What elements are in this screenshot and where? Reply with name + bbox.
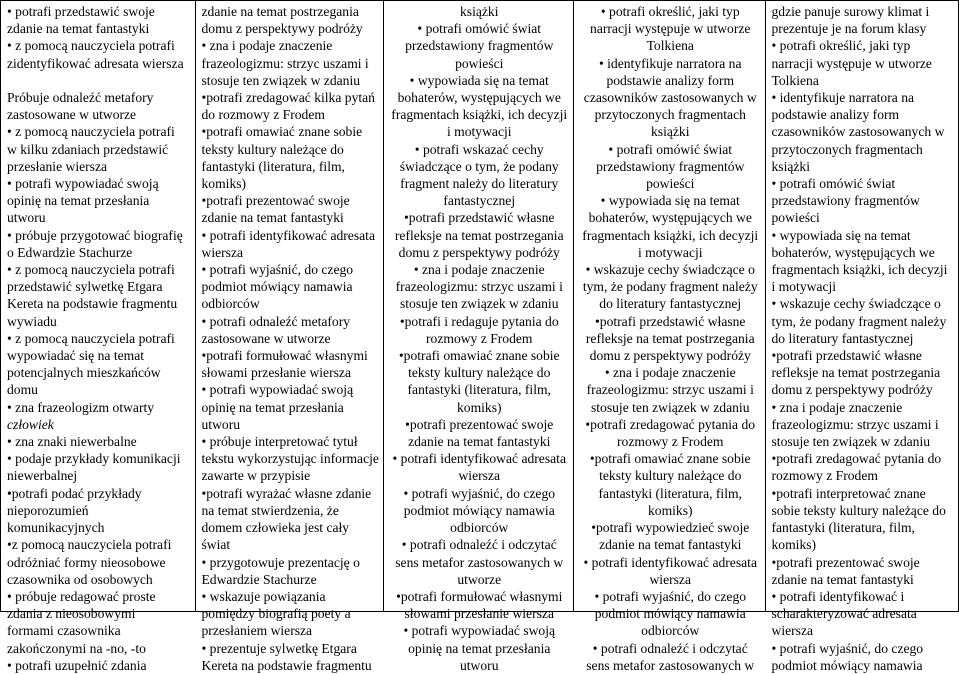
cell-text-line: zdanie na temat fantastyki bbox=[408, 434, 551, 450]
cell-text-line: domu z perspektywy podróży bbox=[589, 348, 751, 364]
cell-text-line: • potrafi wypowiadać swoją bbox=[7, 176, 159, 192]
cell-text-line: świat bbox=[201, 537, 231, 553]
cell-text-line: zdanie na temat fantastyki bbox=[771, 571, 914, 587]
cell-text-line: przedstawiony fragmentów bbox=[405, 38, 554, 54]
cell-text-line: bohaterów, występujących we bbox=[588, 210, 752, 226]
cell-text-line: rozmowy z Frodem bbox=[426, 330, 533, 346]
cell-text-line: • potrafi wyjaśnić, do czego bbox=[201, 262, 354, 278]
cell-text-line: •potrafi omawiać znane sobie bbox=[398, 348, 560, 364]
cell-text-line: •potrafi przedstawić własne bbox=[595, 313, 746, 329]
cell-text-line: do literatury fantastycznej bbox=[771, 330, 914, 346]
cell-text-line: • z pomocą nauczyciela potrafi bbox=[7, 38, 175, 54]
cell-text-line: podmiot mówiący namawia bbox=[403, 502, 555, 518]
cell-text-line: • potrafi identyfikować adresata bbox=[392, 451, 566, 467]
cell-text-line: tym, że podany fragment należy bbox=[771, 313, 947, 329]
cell-text-line: • potrafi wyjaśnić, do czego bbox=[771, 640, 924, 656]
cell-text-line: • potrafi wypowiadać swoją bbox=[403, 623, 556, 639]
cell-text-line: • potrafi wyjaśnić, do czego bbox=[403, 485, 556, 501]
cell-text-line: teksty kultury należące do bbox=[599, 468, 742, 484]
cell-text-line: fantastycznej bbox=[443, 193, 516, 209]
cell-text-line: utworu bbox=[201, 416, 241, 432]
cell-text-line: bohaterów, występujących we bbox=[771, 244, 935, 260]
cell-text-line: • potrafi wypowiadać swoją bbox=[201, 382, 354, 398]
cell-text-line: zastosowane w utworze bbox=[201, 330, 331, 346]
cell-text-line: gdzie panuje surowy klimat i bbox=[771, 4, 930, 19]
cell-text-line: nieporozumień bbox=[7, 502, 89, 518]
cell-text-line: •potrafi omawiać znane sobie bbox=[589, 451, 751, 467]
cell-text-line: • próbuje przygotować biografię bbox=[7, 227, 183, 243]
cell-text-line: • potrafi wskazać cechy bbox=[414, 141, 544, 157]
cell-text-line: • zna i podaje znaczenie bbox=[604, 365, 736, 381]
cell-text-line: • potrafi określić, jaki typ bbox=[600, 4, 740, 19]
cell-text-line: człowiek bbox=[7, 416, 54, 432]
cell-text-line: zdania z nieosobowymi bbox=[7, 606, 136, 622]
cell-text-line: tekstu wykorzystując informacje bbox=[201, 451, 379, 467]
cell-text-line: książki bbox=[459, 4, 499, 19]
cell-text-line: komunikacyjnych bbox=[7, 520, 105, 536]
cell-text-line: fantastyki (literatura, film, bbox=[407, 382, 551, 398]
cell-text-line: • prezentuje sylwetkę Etgara bbox=[201, 640, 357, 656]
cell-text-line: • wypowiada się na temat bbox=[409, 72, 549, 88]
cell-text-line: i motywacji bbox=[771, 279, 837, 295]
cell-text-line: • potrafi odnaleźć i odczytać bbox=[401, 537, 557, 553]
cell-text-line: podmiot mówiący namawia bbox=[201, 279, 353, 295]
cell-text-line: do rozmowy z Frodem bbox=[201, 107, 325, 123]
cell-text-line: przedstawić sylwetkę Etgara bbox=[7, 279, 163, 295]
cell-text-line: domu bbox=[7, 382, 38, 398]
cell-text-line: fantastyki (literatura, film, bbox=[771, 520, 915, 536]
cell-text-line: narracji występuje w utworze bbox=[771, 55, 932, 71]
cell-text-line: • wskazuje cechy świadczące o bbox=[585, 262, 755, 278]
cell-text-line: •potrafi przedstawić własne bbox=[404, 210, 555, 226]
cell-text-line: podmiot mówiący namawia bbox=[771, 657, 923, 673]
cell-text-line: •potrafi zredagować pytania do bbox=[585, 416, 756, 432]
cell-text-line: czasowników zastosowanych w bbox=[771, 124, 945, 140]
cell-text-line: wiersza bbox=[649, 571, 691, 587]
cell-text-line: • zna i podaje znaczenie bbox=[201, 38, 333, 54]
cell-text-line: Próbuje odnaleźć metafory bbox=[7, 90, 154, 106]
cell-text-line: • zna frazeologizm otwarty bbox=[7, 399, 155, 415]
cell-text-line: odbiorców bbox=[641, 623, 700, 639]
cell-text-line: bohaterów, występujących we bbox=[397, 90, 561, 106]
cell-text-line: sobie teksty kultury należące do bbox=[771, 502, 946, 518]
cell-text-line: na temat stwierdzenia, że bbox=[201, 502, 339, 518]
cell-text-line: • z pomocą nauczyciela potrafi bbox=[7, 262, 175, 278]
cell-text-line: • zna i podaje znaczenie bbox=[771, 399, 903, 415]
cell-text-line: • wskazuje cechy świadczące o bbox=[771, 296, 941, 312]
cell-text-line: tym, że podany fragment należy bbox=[582, 279, 758, 295]
cell-text-line: domu z perspektywy podróży bbox=[398, 244, 560, 260]
table-column-4 bbox=[573, 1, 765, 673]
cell-text-line: • potrafi omówić świat bbox=[608, 141, 733, 157]
cell-text-line: utworu bbox=[459, 657, 499, 673]
cell-text-line: • potrafi uzupełnić zdania bbox=[7, 657, 147, 673]
cell-text-line: słowami przesłanie wiersza bbox=[404, 606, 554, 622]
cell-text-line: niewerbalnej bbox=[7, 468, 78, 484]
cell-text-line: •potrafi wyrażać własne zdanie bbox=[201, 485, 372, 501]
cell-text-line: frazeologizmu: strzyc uszami i bbox=[201, 55, 369, 71]
cell-text-line: przedstawiony fragmentów bbox=[771, 193, 920, 209]
cell-text-line: • potrafi przedstawić swoje bbox=[7, 4, 155, 19]
cell-text-line: •potrafi interpretować znane bbox=[771, 485, 926, 501]
table-column-2 bbox=[195, 1, 383, 673]
cell-text-line: utworu bbox=[7, 210, 46, 226]
cell-text-line: komiks) bbox=[771, 537, 817, 553]
cell-text-line: fragmentach książki, ich decyzji bbox=[582, 227, 759, 243]
cell-text-line: domem człowieka jest cały bbox=[201, 520, 350, 536]
cell-text-line: książki bbox=[650, 124, 690, 140]
cell-text-line: opinię na temat przesłania bbox=[7, 193, 150, 209]
cell-text-line: wypowiadać się na temat bbox=[7, 348, 145, 364]
cell-text-line: fantastyki (literatura, film, bbox=[598, 485, 742, 501]
cell-text-line: podstawie analizy form bbox=[606, 72, 735, 88]
cell-text-line: wiersza bbox=[771, 623, 814, 639]
cell-text-line: • potrafi odnaleźć metafory bbox=[201, 313, 351, 329]
cell-text-line: sens metafor zastosowanych w bbox=[586, 657, 755, 673]
cell-text-line: zdanie na temat postrzegania bbox=[201, 4, 359, 19]
cell-text-line: czasownika od osobowych bbox=[7, 571, 153, 587]
cell-text-line: narracji występuje w utworze bbox=[590, 21, 751, 37]
cell-text-line: •potrafi prezentować swoje bbox=[771, 554, 920, 570]
cell-text-line: teksty kultury należące do bbox=[201, 141, 344, 157]
cell-text-line: powieści bbox=[771, 210, 820, 226]
cell-text-line: • zna i podaje znaczenie bbox=[413, 262, 545, 278]
cell-text-line: Kereta na podstawie fragmentu bbox=[7, 296, 178, 312]
cell-text-line: Edwardzie Stachurze bbox=[201, 571, 317, 587]
cell-text-line: zastosowane w utworze bbox=[7, 107, 137, 123]
cell-text-line: stosuje ten związek w zdaniu bbox=[201, 72, 361, 88]
cell-text-line: • z pomocą nauczyciela potrafi bbox=[7, 124, 175, 140]
table-column-3 bbox=[383, 1, 574, 673]
cell-text-line: •potrafi omawiać znane sobie bbox=[201, 124, 363, 140]
cell-text-line: • potrafi omówić świat bbox=[417, 21, 542, 37]
cell-text-line: refleksje na temat postrzegania bbox=[585, 330, 755, 346]
cell-text-line: przedstawiony fragmentów bbox=[596, 158, 745, 174]
cell-text-line: • przygotowuje prezentację o bbox=[201, 554, 360, 570]
cell-text-line: • wskazuje powiązania bbox=[201, 588, 326, 604]
cell-text-line: wywiadu bbox=[7, 313, 57, 329]
cell-text-line: •potrafi formułować własnymi bbox=[201, 348, 368, 364]
cell-text-line: zidentyfikować adresata wiersza bbox=[7, 55, 184, 71]
cell-text-line: komiks) bbox=[456, 399, 502, 415]
cell-text-line: •potrafi prezentować swoje bbox=[405, 416, 554, 432]
cell-text-line: utworze bbox=[457, 571, 502, 587]
cell-text-line: odbiorców bbox=[201, 296, 260, 312]
cell-text-line: rozmowy z Frodem bbox=[771, 468, 878, 484]
table-column-1 bbox=[1, 1, 195, 673]
cell-text-line: fragmentach książki, ich decyzji bbox=[391, 107, 568, 123]
cell-text-line: powieści bbox=[646, 176, 695, 192]
cell-text-line: • wypowiada się na temat bbox=[600, 193, 740, 209]
cell-text-line: Tolkiena bbox=[771, 72, 819, 88]
cell-text-line: wiersza bbox=[201, 244, 244, 260]
cell-text-line: •potrafi przedstawić własne bbox=[771, 348, 922, 364]
cell-text-line: w kilku zdaniach przedstawić bbox=[7, 141, 169, 157]
cell-text-line: • próbuje interpretować tytuł bbox=[201, 434, 358, 450]
cell-text-line: fragment należy do literatury bbox=[400, 176, 559, 192]
cell-text-line: powieści bbox=[455, 55, 504, 71]
cell-text-line: •z pomocą nauczyciela potrafi bbox=[7, 537, 172, 553]
cell-text-line: refleksje na temat postrzegania bbox=[394, 227, 564, 243]
cell-text-line: przytoczonych fragmentach bbox=[594, 107, 746, 123]
cell-text-line: zdanie na temat fantastyki bbox=[7, 21, 150, 37]
cell-text-line: zdanie na temat fantastyki bbox=[201, 210, 344, 226]
cell-text-line: • zna znaki niewerbalne bbox=[7, 434, 137, 450]
cell-text-line: opinię na temat przesłania bbox=[201, 399, 344, 415]
cell-text-line: odróżniać formy nieosobowe bbox=[7, 554, 166, 570]
cell-text-line: frazeologizmu: strzyc uszami i bbox=[771, 416, 939, 432]
cell-text-line: podstawie analizy form bbox=[771, 107, 900, 123]
cell-text-line: książki bbox=[771, 158, 811, 174]
cell-text-line: przesłanie wiersza bbox=[7, 158, 108, 174]
cell-text-line: potencjalnych mieszkańców bbox=[7, 365, 161, 381]
cell-text-line: frazeologizmu: strzyc uszami i bbox=[586, 382, 754, 398]
cell-text-line: scharakteryzować adresata bbox=[771, 606, 917, 622]
cell-text-line: opinię na temat przesłania bbox=[408, 640, 551, 656]
table-column-5 bbox=[765, 1, 959, 673]
cell-text-line: słowami przesłanie wiersza bbox=[201, 365, 351, 381]
cell-text-line: rozmowy z Frodem bbox=[617, 434, 724, 450]
cell-text-line: •potrafi zredagować pytania do bbox=[771, 451, 942, 467]
cell-text-line: •potrafi zredagować kilka pytań bbox=[201, 90, 375, 106]
cell-text-line: stosuje ten związek w zdaniu bbox=[590, 399, 750, 415]
cell-text-line: Kereta na podstawie fragmentu bbox=[201, 657, 372, 673]
cell-text-line: • identyfikuje narratora na bbox=[598, 55, 742, 71]
cell-text-line: domu z perspektywy podróży bbox=[201, 21, 363, 37]
cell-text-line bbox=[7, 72, 191, 89]
cell-text-line: fragmentach książki, ich decyzji bbox=[771, 262, 948, 278]
cell-text-line: • potrafi odnaleźć i odczytać bbox=[592, 640, 748, 656]
cell-text-line: zakończonymi na -no, -to bbox=[7, 640, 146, 656]
cell-text-line: •potrafi wypowiedzieć swoje bbox=[591, 520, 750, 536]
cell-text-line: czasowników zastosowanych w bbox=[583, 90, 757, 106]
cell-text-line: formami czasownika bbox=[7, 623, 121, 639]
cell-text-line: do literatury fantastycznej bbox=[599, 296, 742, 312]
cell-text-line: refleksje na temat postrzegania bbox=[771, 365, 941, 381]
cell-text-line: stosuje ten związek w zdaniu bbox=[771, 434, 931, 450]
cell-text-line: podmiot mówiący namawia bbox=[594, 606, 746, 622]
cell-text-line: fantastyki (literatura, film, bbox=[201, 158, 345, 174]
cell-text-line: •potrafi prezentować swoje bbox=[201, 193, 350, 209]
cell-text-line: teksty kultury należące do bbox=[408, 365, 551, 381]
cell-text-line: • potrafi identyfikować i bbox=[771, 588, 905, 604]
cell-text-line: •potrafi podać przykłady bbox=[7, 485, 142, 501]
cell-text-line: • podaje przykłady komunikacji bbox=[7, 451, 181, 467]
cell-text-line: wiersza bbox=[458, 468, 500, 484]
cell-text-line: komiks) bbox=[201, 176, 247, 192]
cell-text-line: świadczące o tym, że podany bbox=[399, 158, 559, 174]
cell-text-line: •potrafi i redaguje pytania do bbox=[399, 313, 559, 329]
cell-text-line: i motywacji bbox=[446, 124, 512, 140]
cell-text-line: • potrafi identyfikować adresata bbox=[583, 554, 757, 570]
cell-text-line: prezentuje je na forum klasy bbox=[771, 21, 927, 37]
cell-text-line: komiks) bbox=[647, 502, 693, 518]
cell-text-line: pomiędzy biografią poety a bbox=[201, 606, 351, 622]
cell-text-line: domu z perspektywy podróży bbox=[771, 382, 933, 398]
cell-text-line: odbiorców bbox=[450, 520, 509, 536]
cell-text-line: o Edwardzie Stachurze bbox=[7, 244, 133, 260]
cell-text-line: frazeologizmu: strzyc uszami i bbox=[395, 279, 563, 295]
cell-text-line: • potrafi wyjaśnić, do czego bbox=[594, 588, 747, 604]
cell-text-line: zawarte w przypisie bbox=[201, 468, 311, 484]
cell-text-line: przesłaniem wiersza bbox=[201, 623, 313, 639]
cell-text-line: i motywacji bbox=[637, 244, 703, 260]
cell-text-line: • próbuje redagować proste bbox=[7, 588, 156, 604]
cell-text-line: • wypowiada się na temat bbox=[771, 227, 911, 243]
cell-text-line: • potrafi omówić świat bbox=[771, 176, 896, 192]
cell-text-line: • identyfikuje narratora na bbox=[771, 90, 915, 106]
cell-text-line: • potrafi określić, jaki typ bbox=[771, 38, 911, 54]
cell-text-line: • potrafi identyfikować adresata bbox=[201, 227, 375, 243]
cell-text-line: •potrafi formułować własnymi bbox=[396, 588, 563, 604]
cell-text-line: stosuje ten związek w zdaniu bbox=[399, 296, 559, 312]
cell-text-line: Tolkiena bbox=[646, 38, 694, 54]
cell-text-line: • z pomocą nauczyciela potrafi bbox=[7, 330, 175, 346]
cell-text-line: sens metafor zastosowanych w bbox=[395, 554, 564, 570]
cell-text-line: zdanie na temat fantastyki bbox=[599, 537, 742, 553]
cell-text-line: przytoczonych fragmentach bbox=[771, 141, 923, 157]
